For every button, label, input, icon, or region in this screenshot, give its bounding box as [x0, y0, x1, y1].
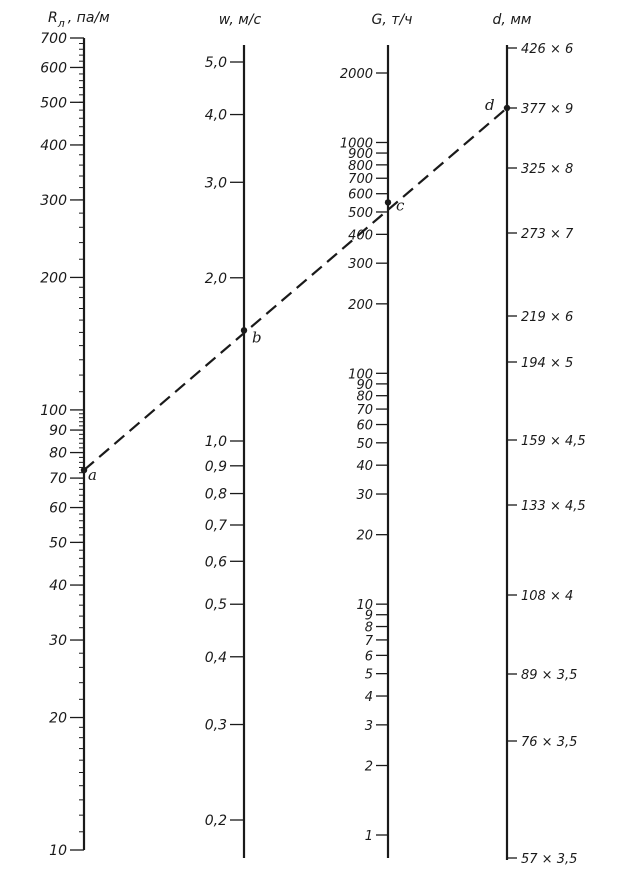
axis-g-tick-label: 2	[364, 759, 373, 775]
axis-g-tick-label: 60	[356, 418, 373, 434]
axis-g-tick-label: 400	[348, 228, 373, 244]
axis-g-tick-label: 10	[356, 598, 373, 614]
axis-w-tick-label: 0,5	[204, 597, 227, 614]
axis-r-tick-label: 100	[40, 402, 67, 419]
axis-r-pressure-loss	[40, 10, 110, 859]
axis-w-tick-label: 0,2	[204, 813, 227, 829]
axis-r-header	[48, 10, 110, 30]
axis-g-tick-label: 1000	[339, 136, 373, 152]
axis-r-tick-label: 50	[49, 535, 67, 552]
axis-g-tick-label: 200	[348, 297, 373, 313]
axis-r-tick-label: 600	[40, 60, 67, 77]
axis-w-tick-label: 5,0	[204, 55, 227, 71]
axis-r-tick-label: 80	[49, 445, 67, 462]
axis-d-tick-label: 426 × 6	[521, 42, 574, 57]
axis-d-tick-label: 57 × 3,5	[521, 852, 578, 867]
key-point-label-d: d	[485, 96, 495, 114]
axis-w-tick-label: 4,0	[204, 107, 227, 124]
axis-g-flow-rate	[340, 12, 413, 858]
axis-r-tick-label: 60	[49, 500, 67, 517]
axis-r-tick-label: 700	[40, 31, 67, 47]
axis-w-tick-label: 0,8	[204, 486, 227, 503]
axis-g-tick-label: 30	[356, 488, 373, 504]
axis-g-tick-label: 90	[356, 377, 373, 393]
axis-r-tick-label: 20	[49, 710, 67, 727]
axis-w-tick-label: 0,6	[204, 554, 227, 571]
axis-d-tick-label: 89 × 3,5	[521, 668, 578, 683]
axis-g-tick-label: 50	[356, 436, 373, 452]
axis-r-tick-label: 400	[40, 137, 67, 154]
axis-g-tick-label: 5	[364, 667, 373, 683]
axis-r-tick-label: 40	[49, 578, 67, 595]
axis-r-symbol: R	[48, 10, 58, 26]
key-point-label-b: b	[252, 328, 262, 347]
axis-g-tick-label: 80	[356, 389, 373, 405]
axis-r-subscript: л	[57, 17, 65, 30]
axis-g-tick-label: 800	[348, 158, 373, 174]
axis-d-pipe-diameter	[493, 12, 586, 867]
axis-g-tick-label: 2000	[339, 67, 373, 82]
axis-r-tick-label: 200	[40, 270, 67, 287]
axis-g-tick-label: 900	[348, 147, 373, 163]
axis-r-unit: , па/м	[67, 10, 110, 26]
axis-d-tick-label: 133 × 4,5	[521, 499, 586, 514]
key-point-d	[504, 105, 510, 111]
key-point-label-c: c	[396, 196, 405, 215]
axis-w-tick-label: 3,0	[204, 175, 227, 192]
key-point-b	[241, 327, 247, 333]
axis-g-tick-label: 3	[364, 718, 373, 734]
axis-r-tick-label: 500	[40, 95, 67, 112]
axis-d-tick-label: 76 × 3,5	[521, 735, 578, 750]
axis-w-tick-label: 0,7	[204, 517, 227, 534]
axis-d-tick-label: 273 × 7	[521, 227, 574, 242]
axis-g-header: G, т/ч	[371, 12, 413, 28]
axis-g-tick-label: 300	[348, 257, 373, 273]
axis-g-tick-label: 7	[364, 633, 373, 649]
key-dashed-line	[84, 108, 507, 470]
axis-g-tick-label: 100	[348, 367, 373, 383]
axis-d-tick-label: 194 × 5	[521, 356, 574, 371]
axis-r-tick-label: 90	[49, 423, 67, 440]
axis-g-tick-label: 20	[356, 528, 373, 544]
axis-r-tick-label: 30	[49, 633, 67, 650]
axis-w-header: w, м/с	[218, 12, 262, 28]
axis-g-tick-label: 8	[364, 620, 373, 636]
axis-d-tick-label: 219 × 6	[521, 310, 574, 325]
key-point-label-a: a	[88, 466, 97, 485]
axis-d-header: d, мм	[492, 12, 532, 28]
axis-g-tick-label: 6	[364, 649, 373, 665]
axis-r-tick-label: 300	[40, 192, 67, 209]
axis-w-tick-label: 0,4	[204, 649, 227, 666]
axis-g-tick-label: 4	[364, 690, 373, 706]
axis-w-tick-label: 0,3	[204, 717, 227, 734]
key-line	[81, 96, 510, 484]
axis-g-tick-label: 500	[348, 205, 373, 221]
axis-w-tick-label: 2,0	[204, 270, 227, 287]
axis-d-tick-label: 108 × 4	[521, 589, 574, 604]
axis-g-tick-label: 700	[348, 172, 373, 188]
axis-d-tick-label: 159 × 4,5	[521, 434, 586, 449]
key-point-c	[385, 199, 391, 205]
axis-w-tick-label: 1,0	[204, 434, 227, 450]
axis-g-tick-label: 70	[356, 403, 373, 419]
axis-g-tick-label: 600	[348, 187, 373, 203]
axis-g-tick-label: 40	[356, 459, 373, 475]
axis-d-tick-label: 325 × 8	[521, 162, 574, 177]
key-point-a	[81, 467, 87, 473]
axis-d-tick-label: 377 × 9	[521, 102, 574, 117]
axis-w-velocity	[205, 12, 262, 858]
axis-r-tick-label: 10	[49, 843, 67, 859]
axis-r-tick-label: 70	[49, 471, 67, 488]
axis-g-tick-label: 1	[364, 829, 373, 844]
axis-g-tick-label: 9	[364, 608, 373, 624]
axis-w-tick-label: 0,9	[204, 458, 227, 475]
